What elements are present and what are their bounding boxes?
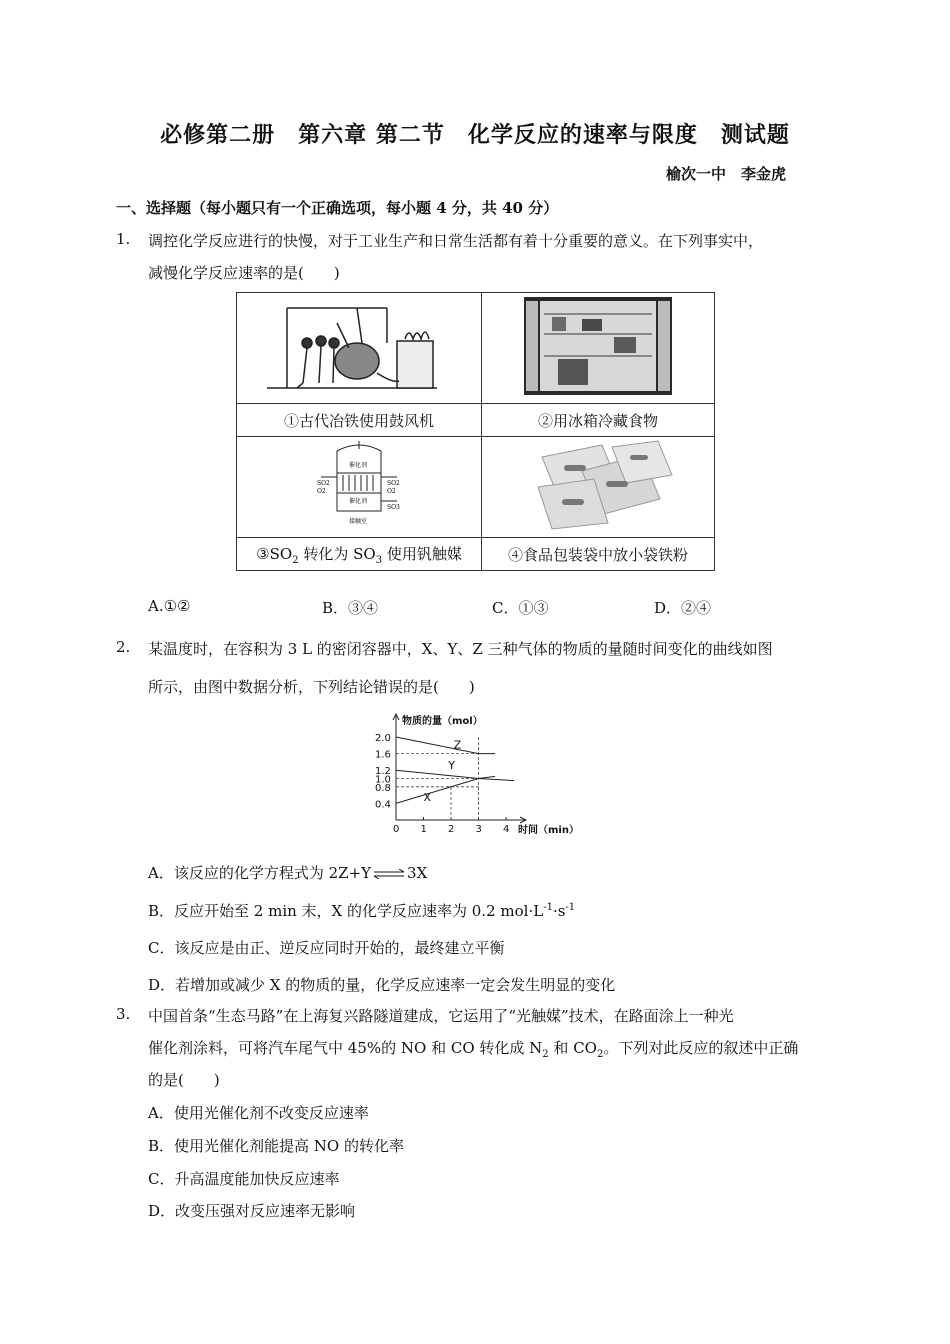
- x-tick-label: 4: [503, 824, 510, 835]
- x-tick-label: 0: [393, 824, 400, 835]
- q2-option-b: [148, 900, 575, 921]
- author: 榆次一中 李金虎: [666, 165, 787, 183]
- q1-choice-d: D．②④: [654, 599, 712, 617]
- y-tick-label: 0.4: [375, 799, 391, 811]
- equilibrium-arrow-icon: [372, 869, 406, 879]
- q2-option-a-text: 3X: [407, 864, 428, 882]
- chamber-label: 接触室: [349, 518, 368, 525]
- q3-line2-text: 催化剂涂料，可将汽车尾气中 45%的 NO 和 CO 转化成 N: [148, 1039, 543, 1057]
- option-cell-2: ②用冰箱冷藏食物: [482, 404, 715, 437]
- q2-option-a-text: A．该反应的化学方程式为 2Z+Y: [148, 864, 372, 882]
- y-tick-label: 1.6: [375, 749, 391, 761]
- x-tick-label: 2: [448, 824, 455, 835]
- series-label-X: X: [423, 791, 432, 805]
- q2-line2: 所示，由图中数据分析，下列结论错误的是( ): [148, 678, 475, 696]
- series-label-Y: Y: [448, 758, 455, 772]
- o2-label: O2: [317, 488, 326, 495]
- y-tick-label: 1.0: [375, 774, 391, 786]
- q1-choice-b: B．③④: [322, 599, 379, 617]
- series-line-Y: [396, 770, 514, 780]
- fridge-image-cell: [482, 293, 715, 404]
- x-axis-title: 时间（min）: [518, 825, 579, 836]
- converter-image-cell: [237, 437, 482, 538]
- fridge-photo: [482, 293, 714, 399]
- q1-line2: 减慢化学反应速率的是( ): [148, 264, 340, 282]
- series-line-X: [396, 776, 495, 803]
- q3-option-c: C．升高温度能加快反应速率: [148, 1170, 340, 1188]
- q2-line1: 某温度时，在容积为 3 L 的密闭容器中，X、Y、Z 三种气体的物质的量随时间变化的曲线如图: [148, 640, 773, 658]
- c3-subscript: 3: [375, 554, 383, 566]
- q3-line2: [148, 1037, 798, 1060]
- option-cell-3: [237, 538, 482, 571]
- q3-line1: 中国首条“生态马路”在上海复兴路隧道建成，它运用了“光触媒”技术，在路面涂上一种光: [148, 1007, 734, 1025]
- iron-powder-packets: [482, 437, 714, 533]
- series-label-Z: Z: [453, 738, 462, 752]
- superscript: -1: [543, 902, 553, 913]
- c3-text: 使用钒触媒: [382, 544, 462, 563]
- option-cell-1: ①古代冶铁使用鼓风机: [237, 404, 482, 437]
- x-tick-label: 3: [475, 824, 482, 835]
- amount-vs-time-chart: [364, 710, 594, 842]
- q3-option-a: A．使用光催化剂不改变反应速率: [148, 1104, 369, 1122]
- y-tick-label: 2.0: [375, 733, 391, 744]
- q2-option-a: [148, 862, 427, 883]
- q3-option-b: B．使用光催化剂能提高 NO 的转化率: [148, 1137, 404, 1155]
- q3-line2-text: 和 CO: [548, 1039, 597, 1057]
- q1-number: 1.: [116, 230, 131, 248]
- q1-image-table: [236, 292, 715, 571]
- subscript: 2: [542, 1049, 549, 1060]
- y-tick-label: 0.8: [375, 782, 391, 794]
- series-line-Z: [396, 737, 495, 754]
- page-title: 必修第二册 第六章 第二节 化学反应的速率与限度 测试题: [160, 122, 790, 148]
- c3-subscript: 2: [292, 554, 299, 566]
- x-tick-label: 1: [420, 824, 427, 835]
- contact-chamber-diagram: [237, 437, 481, 533]
- so2-label: SO2: [387, 480, 400, 487]
- q2-option-b-text: B．反应开始至 2 min 末，X 的化学反应速率为 0.2 mol·L: [148, 902, 544, 920]
- q3-number: 3.: [116, 1005, 131, 1023]
- catalyst-label: 催化剂: [349, 462, 368, 469]
- q3-line2-text: 。下列对此反应的叙述中正确: [603, 1039, 799, 1057]
- iron-powder-image-cell: [482, 437, 715, 538]
- q2-number: 2.: [116, 638, 131, 656]
- q1-line1: 调控化学反应进行的快慢，对于工业生产和日常生活都有着十分重要的意义。在下列事实中，: [148, 232, 764, 250]
- q2-option-b-text: ·s: [552, 902, 566, 920]
- superscript: -1: [565, 902, 576, 913]
- q3-line3: 的是( ): [148, 1071, 220, 1089]
- so3-label: SO3: [387, 504, 400, 511]
- subscript: 2: [596, 1049, 604, 1060]
- c3-text: 转化为 SO: [298, 544, 376, 563]
- c3-text: ③SO: [256, 544, 293, 563]
- y-tick-label: 1.2: [375, 766, 391, 778]
- bellows-illustration: [237, 293, 481, 399]
- y-axis-title: 物质的量（mol）: [402, 716, 483, 727]
- catalyst-label: 催化剂: [349, 498, 368, 505]
- option-cell-4: ④食品包装袋中放小袋铁粉: [482, 538, 715, 571]
- q2-option-d: D．若增加或减少 X 的物质的量，化学反应速率一定会发生明显的变化: [148, 976, 616, 994]
- q2-option-c: C．该反应是由正、逆反应同时开始的，最终建立平衡: [148, 939, 505, 957]
- so2-label: SO2: [317, 480, 330, 487]
- q1-choice-a: A.①②: [148, 597, 191, 615]
- bellows-image-cell: [237, 293, 482, 404]
- section-heading: 一、选择题（每小题只有一个正确选项，每小题 4 分，共 40 分）: [116, 199, 559, 217]
- q1-choice-c: C．①③: [492, 599, 549, 617]
- o2-label: O2: [387, 488, 396, 495]
- q3-option-d: D．改变压强对反应速率无影响: [148, 1202, 356, 1220]
